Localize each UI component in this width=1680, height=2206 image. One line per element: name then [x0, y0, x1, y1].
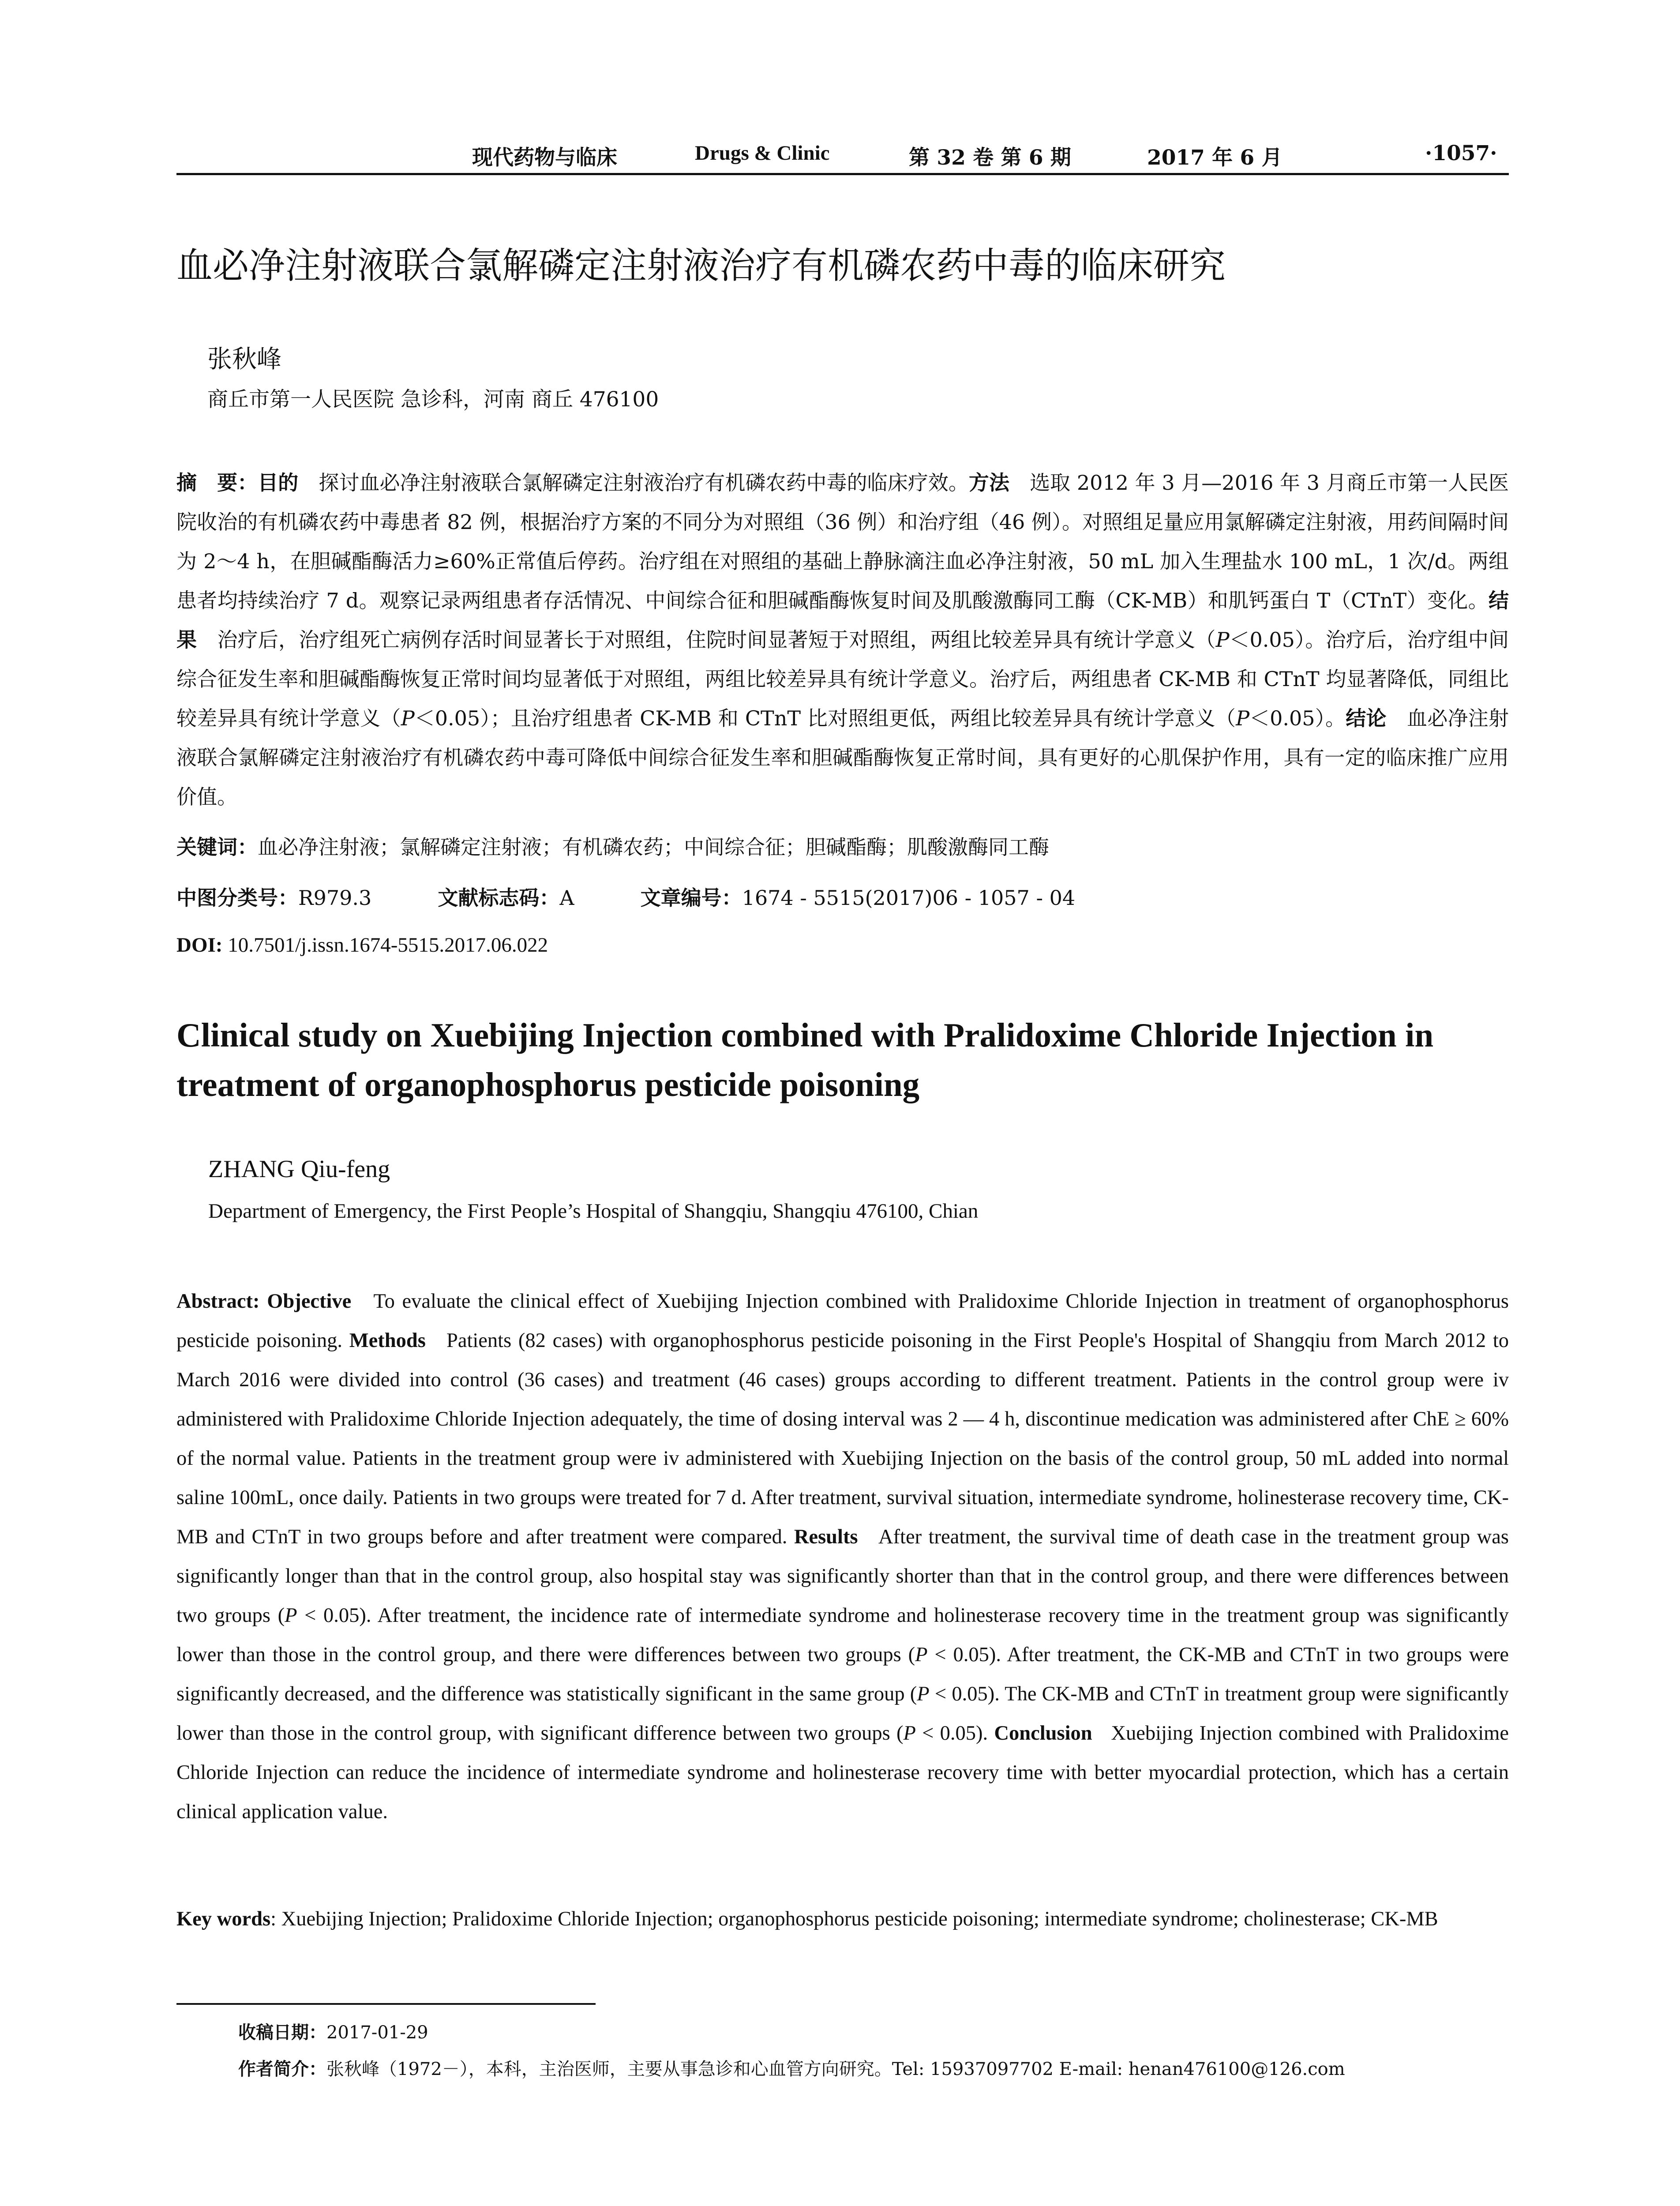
bio-label: 作者简介： — [238, 2059, 326, 2079]
page-number: ·1057· — [1425, 141, 1497, 165]
p-symbol: P — [915, 1643, 928, 1666]
conclusion-label-cn: 结论 — [1346, 706, 1387, 730]
results-cn-1: 治疗后，治疗组死亡病例存活时间显著长于对照组，住院时间显著短于对照组，两组比较差异具有统计学意义（ — [217, 628, 1216, 652]
p-symbol: P — [917, 1683, 930, 1705]
journal-name-en: Drugs & Clinic — [695, 142, 830, 165]
footnote-rule — [176, 2003, 596, 2005]
results-en-3: < 0.05). After treatment, the CK-MB and CTnT in two groups were significantly decreased, and the difference was statistically significant in the same group ( — [176, 1643, 1509, 1705]
affiliation-en: Department of Emergency, the First People’s Hospital of Shangqiu, Shangqiu 476100, Chian — [208, 1200, 979, 1223]
doc-code-label: 文献标志码： — [438, 886, 560, 910]
article-number-value: 1674 - 5515(2017)06 - 1057 - 04 — [742, 886, 1076, 910]
journal-name-cn: 现代药物与临床 — [472, 146, 617, 170]
conclusion-cn: 血必净注射液联合氯解磷定注射液治疗有机磷农药中毒可降低中间综合征发生率和胆碱酯酶恢复正常时间，具有更好的心肌保护作用，具有一定的临床推广应用价值。 — [176, 706, 1509, 809]
clc-label: 中图分类号： — [176, 886, 298, 910]
classification-line — [176, 882, 1075, 913]
objective-label-cn: 目的 — [258, 471, 299, 495]
results-cn-3: ＜0.05）；且治疗组患者 CK-MB 和 CTnT 比对照组更低，两组比较差异具有统计学意义（ — [414, 706, 1236, 730]
doi-line — [176, 933, 548, 957]
footnote-received — [238, 2018, 428, 2044]
objective-cn: 探讨血必净注射液联合氯解磷定注射液治疗有机磷农药中毒的临床疗效。 — [319, 471, 969, 495]
p-symbol: P — [1215, 628, 1230, 652]
methods-en: Patients (82 cases) with organophosphorus pesticide poisoning in the First People's Hospital of Shangqiu from March 2012 to March 2016 were divided into control (36 cases) and treatment (46 cases) groups according to different treatment. Patients in the control group were iv administered with Pralidoxime Chloride Injection adequately, the time of dosing interval was 2 — 4 h, discontinue medication was administered after ChE ≥ 60% of the normal value. Patients in the treatment group were iv administered with Xuebijing Injection on the basis of the control group, 50 mL added into normal saline 100mL, once daily. Patients in two groups were treated for 7 d. After treatment, survival situation, intermediate syndrome, holinesterase recovery time, CK-MB and CTnT in two groups before and after treatment were compared. — [176, 1329, 1509, 1548]
conclusion-label-en: Conclusion — [994, 1722, 1092, 1745]
results-en-1: After treatment, the survival time of death case in the treatment group was significantly longer than that in the control group, also hospital stay was significantly shorter than that in the control group, and there were differences between two groups ( — [176, 1526, 1509, 1627]
article-number-label: 文章编号： — [640, 886, 742, 910]
volume-issue: 第 32 卷 第 6 期 — [909, 146, 1071, 170]
author-cn: 张秋峰 — [207, 345, 281, 374]
results-en-5: < 0.05). — [915, 1722, 988, 1745]
doi-label: DOI: — [176, 934, 223, 957]
p-symbol: P — [903, 1722, 916, 1745]
keywords-en-label: Key words — [176, 1908, 271, 1930]
results-label-cn: 结果 — [176, 589, 1509, 652]
keywords-en — [176, 1899, 1509, 1939]
p-symbol: P — [401, 706, 415, 730]
results-label-en: Results — [794, 1526, 858, 1548]
results-cn-4: ＜0.05）。 — [1249, 706, 1346, 730]
objective-en: To evaluate the clinical effect of Xuebijing Injection combined with Pralidoxime Chloride Injection in treatment of organophosphorus pesticide poisoning. — [176, 1290, 1509, 1352]
affiliation-cn: 商丘市第一人民医院 急诊科，河南 商丘 476100 — [207, 387, 659, 412]
methods-label-en: Methods — [349, 1329, 426, 1352]
keywords-cn-text: 血必净注射液；氯解磷定注射液；有机磷农药；中间综合征；胆碱酯酶；肌酸激酶同工酶 — [258, 835, 1049, 859]
clc-value: R979.3 — [298, 886, 372, 910]
abstract-en — [176, 1282, 1509, 1831]
results-en-4: < 0.05). The CK-MB and CTnT in treatment group were significantly lower than those in the control group, with significant difference between two groups ( — [176, 1683, 1509, 1745]
received-label: 收稿日期： — [238, 2022, 326, 2043]
doc-code-value: A — [559, 886, 574, 910]
methods-cn: 选取 2012 年 3 月—2016 年 3 月商丘市第一人民医院收治的有机磷农药中毒患者 82 例，根据治疗方案的不同分为对照组（36 例）和治疗组（46 例）。对照组足量应用氯解磷定注射液，用药间隔时间为 2～4 h，在胆碱酯酶活力≥60%正常值后停药。治疗组在对照组的基础上静脉滴注血必净注射液，50 mL 加入生理盐水 100 mL，1 次/d。两组患者均持续治疗 7 d。观察记录两组患者存活情况、中间综合征和胆碱酯酶恢复时间及肌酸激酶同工酶（CK-MB）和肌钙蛋白 T（CTnT）变化。 — [176, 471, 1509, 612]
keywords-en-text: : Xuebijing Injection; Pralidoxime Chloride Injection; organophosphorus pesticide poisoning; intermediate syndrome; cholinesterase; CK-MB — [270, 1908, 1438, 1930]
results-cn-2: ＜0.05）。治疗后，治疗组中间综合征发生率和胆碱酯酶恢复正常时间均显著低于对照组，两组比较差异具有统计学意义。治疗后，两组患者 CK-MB 和 CTnT 均显著降低，同组比较差异具有统计学意义（ — [176, 628, 1509, 730]
methods-label-cn: 方法 — [968, 471, 1010, 495]
p-symbol: P — [285, 1604, 297, 1627]
abstract-en-label: Abstract: Objective — [176, 1290, 352, 1313]
received-date: 2017-01-29 — [326, 2022, 428, 2043]
footnote-author-bio — [238, 2055, 1345, 2080]
header-rule — [176, 173, 1509, 175]
bio-text: 张秋峰（1972－），本科，主治医师，主要从事急诊和心血管方向研究。Tel: 15937097702 E-mail: henan476100@126.com — [326, 2059, 1345, 2079]
keywords-cn-label: 关键词： — [176, 835, 258, 859]
title-cn: 血必净注射液联合氯解磷定注射液治疗有机磷农药中毒的临床研究 — [176, 245, 1226, 287]
title-en: Clinical study on Xuebijing Injection combined with Pralidoxime Chloride Injection in treatment of organophosphorus pesticide poisoning — [176, 1016, 1434, 1103]
author-en: ZHANG Qiu-feng — [208, 1156, 390, 1183]
doi-value[interactable]: 10.7501/j.issn.1674-5515.2017.06.022 — [228, 934, 548, 957]
abstract-cn — [176, 463, 1509, 817]
conclusion-en: Xuebijing Injection combined with Pralidoxime Chloride Injection can reduce the incidence of intermediate syndrome and holinesterase recovery time with better myocardial protection, which has a certain clinical application value. — [176, 1722, 1509, 1823]
keywords-cn — [176, 832, 1049, 863]
abstract-cn-label: 摘 要： — [176, 471, 258, 495]
issue-date: 2017 年 6 月 — [1147, 146, 1282, 170]
results-en-2: < 0.05). After treatment, the incidence rate of intermediate syndrome and holinesterase recovery time in the treatment group was significantly lower than those in the control group, and there were differences between two groups ( — [176, 1604, 1509, 1666]
p-symbol: P — [1236, 706, 1250, 730]
